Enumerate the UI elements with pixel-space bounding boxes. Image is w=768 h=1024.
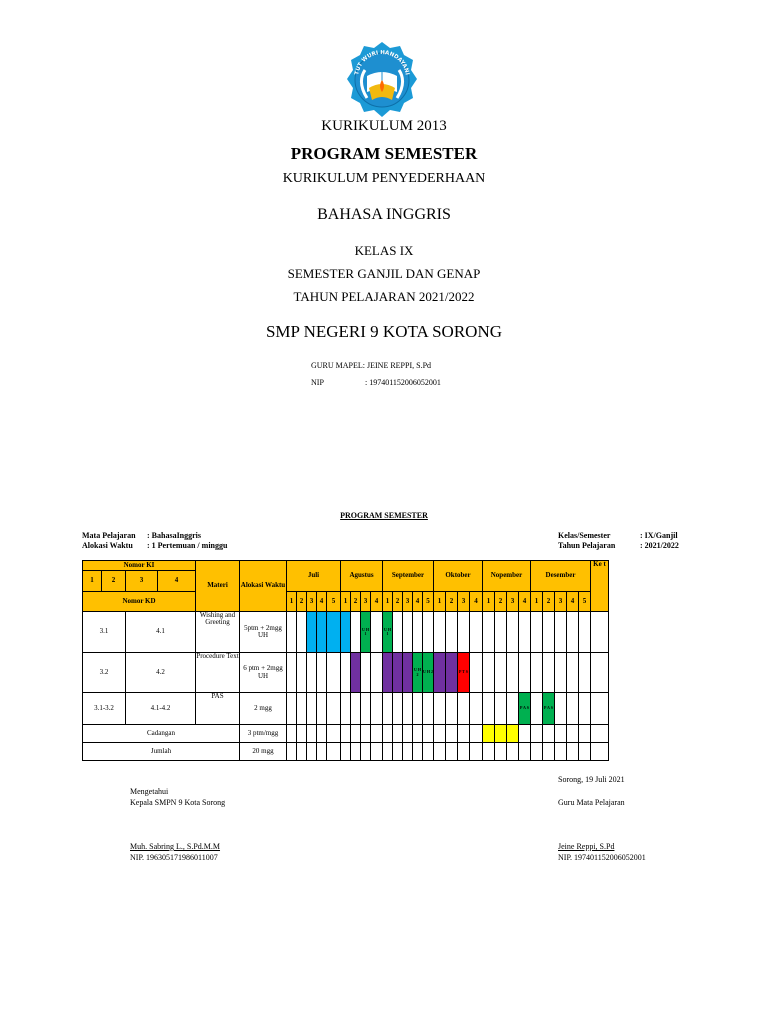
week-cell bbox=[361, 743, 371, 761]
week-cell bbox=[287, 693, 297, 725]
week-number: 4 bbox=[317, 592, 327, 612]
week-cell bbox=[413, 693, 423, 725]
week-cell bbox=[470, 725, 483, 743]
week-cell bbox=[507, 693, 519, 725]
week-cell bbox=[543, 725, 555, 743]
week-cell bbox=[483, 743, 495, 761]
ket-header: Ke t bbox=[591, 561, 609, 612]
week-cell bbox=[495, 653, 507, 693]
week-cell bbox=[317, 612, 327, 653]
week-number: 1 bbox=[531, 592, 543, 612]
week-cell bbox=[317, 743, 327, 761]
week-cell bbox=[567, 653, 579, 693]
teacher-nip: NIP. 197401152006052001 bbox=[558, 853, 646, 862]
week-cell bbox=[361, 693, 371, 725]
week-cell bbox=[423, 693, 434, 725]
week-number: 4 bbox=[470, 592, 483, 612]
week-cell bbox=[413, 743, 423, 761]
table-row bbox=[83, 693, 609, 725]
week-cell bbox=[579, 612, 591, 653]
week-cell bbox=[555, 693, 567, 725]
tahun-pelajaran-label: Tahun Pelajaran bbox=[558, 541, 616, 550]
month-oktober: Oktober bbox=[434, 561, 483, 592]
week-cell bbox=[495, 612, 507, 653]
exam-tag: U H 2 bbox=[413, 653, 423, 693]
nomor-ki-header: Nomor KI bbox=[83, 561, 196, 571]
week-cell bbox=[458, 743, 470, 761]
materi-cell: Wishing and Greeting bbox=[196, 612, 240, 653]
exam-tag: P T S bbox=[458, 653, 470, 693]
nip-label: NIP bbox=[311, 378, 324, 387]
week-cell bbox=[383, 743, 393, 761]
week-cell bbox=[287, 653, 297, 693]
week-cell bbox=[393, 725, 403, 743]
week-cell bbox=[307, 743, 317, 761]
week-cell bbox=[371, 725, 383, 743]
week-cell bbox=[458, 725, 470, 743]
exam-tag: U H 1 bbox=[383, 612, 393, 653]
week-cell bbox=[543, 612, 555, 653]
week-cell bbox=[434, 725, 446, 743]
alokasi-header: Alokasi Waktu bbox=[240, 561, 287, 612]
week-cell bbox=[434, 612, 446, 653]
week-cell bbox=[446, 653, 458, 693]
week-cell bbox=[327, 725, 341, 743]
week-number: 2 bbox=[543, 592, 555, 612]
week-number: 4 bbox=[413, 592, 423, 612]
week-cell bbox=[371, 693, 383, 725]
nip-value: : 197401152006052001 bbox=[365, 378, 441, 387]
week-cell bbox=[371, 612, 383, 653]
week-cell bbox=[531, 693, 543, 725]
week-cell bbox=[434, 693, 446, 725]
week-cell bbox=[307, 693, 317, 725]
week-cell bbox=[297, 743, 307, 761]
alokasi-cell: 5ptm + 2mgg UH bbox=[240, 612, 287, 653]
week-number: 4 bbox=[519, 592, 531, 612]
tut-wuri-handayani-logo bbox=[343, 40, 421, 120]
week-number: 5 bbox=[423, 592, 434, 612]
week-number: 5 bbox=[327, 592, 341, 612]
week-cell bbox=[495, 743, 507, 761]
ket-cell bbox=[591, 743, 609, 761]
week-cell bbox=[361, 653, 371, 693]
week-number: 3 bbox=[555, 592, 567, 612]
week-cell bbox=[341, 693, 351, 725]
week-cell bbox=[297, 653, 307, 693]
year-label: TAHUN PELAJARAN 2021/2022 bbox=[293, 289, 475, 304]
principal-name: Muh. Sabring L., S.Pd.M.M bbox=[130, 842, 221, 851]
materi-cell: Procedure Text bbox=[196, 653, 240, 693]
week-cell bbox=[413, 612, 423, 653]
week-cell bbox=[434, 653, 446, 693]
week-cell bbox=[317, 653, 327, 693]
teacher-title: Guru Mata Pelajaran bbox=[558, 798, 625, 807]
week-cell bbox=[483, 725, 495, 743]
week-number: 3 bbox=[458, 592, 470, 612]
header-row-ki bbox=[83, 561, 609, 571]
month-agustus: Agustus bbox=[341, 561, 383, 592]
exam-tag: P A S bbox=[519, 693, 531, 725]
materi-header: Materi bbox=[196, 561, 240, 612]
week-cell bbox=[531, 612, 543, 653]
week-number: 4 bbox=[371, 592, 383, 612]
place-date: Sorong, 19 Juli 2021 bbox=[558, 775, 625, 784]
exam-tag: U H 1 bbox=[361, 612, 371, 653]
principal-title: Kepala SMPN 9 Kota Sorong bbox=[130, 798, 226, 807]
week-cell bbox=[495, 725, 507, 743]
week-cell bbox=[403, 653, 413, 693]
ki-2: 2 bbox=[102, 571, 126, 592]
week-cell bbox=[579, 653, 591, 693]
week-cell bbox=[341, 653, 351, 693]
table-row bbox=[83, 653, 609, 693]
ket-cell bbox=[591, 653, 609, 693]
week-number: 2 bbox=[393, 592, 403, 612]
week-cell bbox=[458, 612, 470, 653]
teacher-name: Jeine Reppi, S.Pd bbox=[558, 842, 615, 851]
ki-3: 3 bbox=[126, 571, 158, 592]
ki-4: 4 bbox=[158, 571, 196, 592]
week-cell bbox=[383, 725, 393, 743]
alokasi-cell: 2 mgg bbox=[240, 693, 287, 725]
week-cell bbox=[341, 725, 351, 743]
week-cell bbox=[307, 653, 317, 693]
week-cell bbox=[579, 693, 591, 725]
kurikulum-label: KURIKULUM 2013 bbox=[321, 118, 447, 134]
week-cell bbox=[287, 612, 297, 653]
class-label: KELAS IX bbox=[354, 243, 414, 258]
week-cell bbox=[519, 743, 531, 761]
week-cell bbox=[361, 725, 371, 743]
week-cell bbox=[483, 693, 495, 725]
week-cell bbox=[555, 743, 567, 761]
alokasi-cell: 6 ptm + 2mgg UH bbox=[240, 653, 287, 693]
week-number: 2 bbox=[446, 592, 458, 612]
week-cell bbox=[507, 725, 519, 743]
week-cell bbox=[371, 653, 383, 693]
subtitle: KURIKULUM PENYEDERHAAN bbox=[282, 171, 486, 186]
week-cell bbox=[434, 743, 446, 761]
week-cell bbox=[327, 612, 341, 653]
header-row-weeks bbox=[83, 592, 609, 612]
table-row bbox=[83, 612, 609, 653]
week-cell bbox=[307, 612, 317, 653]
week-cell bbox=[543, 743, 555, 761]
ket-cell bbox=[591, 693, 609, 725]
week-cell bbox=[393, 612, 403, 653]
week-cell bbox=[297, 725, 307, 743]
page-title: PROGRAM SEMESTER bbox=[290, 144, 478, 163]
week-cell bbox=[393, 693, 403, 725]
week-cell bbox=[531, 725, 543, 743]
week-cell bbox=[351, 693, 361, 725]
week-cell bbox=[393, 653, 403, 693]
week-cell bbox=[287, 743, 297, 761]
week-cell bbox=[423, 725, 434, 743]
materi-cell: PAS bbox=[196, 693, 240, 725]
week-cell bbox=[579, 725, 591, 743]
week-number: 4 bbox=[567, 592, 579, 612]
week-cell bbox=[470, 693, 483, 725]
week-cell bbox=[403, 612, 413, 653]
week-cell bbox=[531, 743, 543, 761]
month-desember: Desember bbox=[531, 561, 591, 592]
mapel-label: Mata Pelajaran bbox=[82, 531, 136, 540]
subject-title: BAHASA INGGRIS bbox=[317, 206, 451, 223]
logo-text: TUT WURI HANDAYANI bbox=[354, 49, 410, 76]
week-cell bbox=[555, 725, 567, 743]
school-name: SMP NEGERI 9 KOTA SORONG bbox=[265, 322, 503, 341]
week-cell bbox=[519, 612, 531, 653]
week-cell bbox=[458, 693, 470, 725]
week-number: 1 bbox=[434, 592, 446, 612]
week-cell bbox=[555, 653, 567, 693]
week-number: 2 bbox=[495, 592, 507, 612]
month-september: September bbox=[383, 561, 434, 592]
exam-tag: P A S bbox=[543, 693, 555, 725]
week-cell bbox=[327, 743, 341, 761]
teacher-line: GURU MAPEL: JEINE REPPI, S.Pd bbox=[311, 361, 432, 370]
week-cell bbox=[383, 653, 393, 693]
week-cell bbox=[507, 612, 519, 653]
week-number: 2 bbox=[297, 592, 307, 612]
week-cell bbox=[327, 693, 341, 725]
week-cell bbox=[470, 653, 483, 693]
week-cell bbox=[470, 612, 483, 653]
principal-nip: NIP. 196305171986011007 bbox=[130, 853, 218, 862]
week-cell bbox=[403, 743, 413, 761]
week-cell bbox=[351, 743, 361, 761]
tahun-pelajaran-value: : 2021/2022 bbox=[640, 541, 679, 550]
week-number: 5 bbox=[579, 592, 591, 612]
cadangan-value: 3 ptm/mgg bbox=[240, 725, 287, 743]
week-cell bbox=[519, 653, 531, 693]
week-cell bbox=[403, 725, 413, 743]
ket-cell bbox=[591, 725, 609, 743]
month-juli: Juli bbox=[287, 561, 341, 592]
jumlah-row bbox=[83, 743, 609, 761]
program-semester-heading: PROGRAM SEMESTER bbox=[340, 511, 428, 520]
alokasi-label: Alokasi Waktu bbox=[82, 541, 133, 550]
week-cell bbox=[351, 653, 361, 693]
week-cell bbox=[351, 612, 361, 653]
week-cell bbox=[413, 725, 423, 743]
week-cell bbox=[483, 612, 495, 653]
week-cell bbox=[341, 612, 351, 653]
week-cell bbox=[423, 743, 434, 761]
alokasi-value: : 1 Pertemuan / minggu bbox=[147, 541, 228, 550]
week-cell bbox=[403, 693, 413, 725]
week-cell bbox=[307, 725, 317, 743]
week-number: 3 bbox=[361, 592, 371, 612]
ki-1: 1 bbox=[83, 571, 102, 592]
week-cell bbox=[519, 725, 531, 743]
week-cell bbox=[317, 725, 327, 743]
cadangan-label: Cadangan bbox=[83, 725, 240, 743]
week-cell bbox=[341, 743, 351, 761]
week-number: 2 bbox=[351, 592, 361, 612]
week-cell bbox=[446, 693, 458, 725]
kd3-cell: 3.1 bbox=[83, 612, 126, 653]
week-cell bbox=[495, 693, 507, 725]
week-cell bbox=[543, 653, 555, 693]
week-cell bbox=[567, 725, 579, 743]
week-number: 1 bbox=[483, 592, 495, 612]
week-number: 3 bbox=[507, 592, 519, 612]
week-cell bbox=[567, 693, 579, 725]
week-cell bbox=[327, 653, 341, 693]
week-number: 3 bbox=[403, 592, 413, 612]
jumlah-value: 20 mgg bbox=[240, 743, 287, 761]
month-nopember: Nopember bbox=[483, 561, 531, 592]
week-cell bbox=[423, 612, 434, 653]
week-cell bbox=[383, 693, 393, 725]
kd3-cell: 3.1-3.2 bbox=[83, 693, 126, 725]
week-cell bbox=[555, 612, 567, 653]
week-cell bbox=[446, 612, 458, 653]
week-cell bbox=[507, 653, 519, 693]
semester-label: SEMESTER GANJIL DAN GENAP bbox=[287, 266, 481, 281]
kd3-cell: 3.2 bbox=[83, 653, 126, 693]
mengetahui-label: Mengetahui bbox=[130, 787, 169, 796]
week-cell bbox=[393, 743, 403, 761]
week-cell bbox=[446, 743, 458, 761]
week-cell bbox=[483, 653, 495, 693]
week-cell bbox=[567, 743, 579, 761]
jumlah-label: Jumlah bbox=[83, 743, 240, 761]
kd4-cell: 4.1-4.2 bbox=[126, 693, 196, 725]
week-cell bbox=[317, 693, 327, 725]
week-cell bbox=[351, 725, 361, 743]
nomor-kd-header: Nomor KD bbox=[83, 592, 196, 612]
week-cell bbox=[567, 612, 579, 653]
week-cell bbox=[287, 725, 297, 743]
week-cell bbox=[371, 743, 383, 761]
week-cell bbox=[297, 693, 307, 725]
week-number: 1 bbox=[287, 592, 297, 612]
week-cell bbox=[446, 725, 458, 743]
week-cell bbox=[531, 653, 543, 693]
week-number: 1 bbox=[383, 592, 393, 612]
kelas-semester-value: : IX/Ganjil bbox=[640, 531, 678, 540]
ket-cell bbox=[591, 612, 609, 653]
kd4-cell: 4.1 bbox=[126, 612, 196, 653]
kd4-cell: 4.2 bbox=[126, 653, 196, 693]
mapel-value: : BahasaInggris bbox=[147, 531, 202, 540]
week-cell bbox=[297, 612, 307, 653]
week-cell bbox=[579, 743, 591, 761]
exam-tag: U H 2 bbox=[423, 653, 434, 693]
week-cell bbox=[507, 743, 519, 761]
kelas-semester-label: Kelas/Semester bbox=[558, 531, 611, 540]
cadangan-row bbox=[83, 725, 609, 743]
semester-schedule-table bbox=[82, 560, 609, 761]
week-cell bbox=[470, 743, 483, 761]
week-number: 1 bbox=[341, 592, 351, 612]
week-number: 3 bbox=[307, 592, 317, 612]
